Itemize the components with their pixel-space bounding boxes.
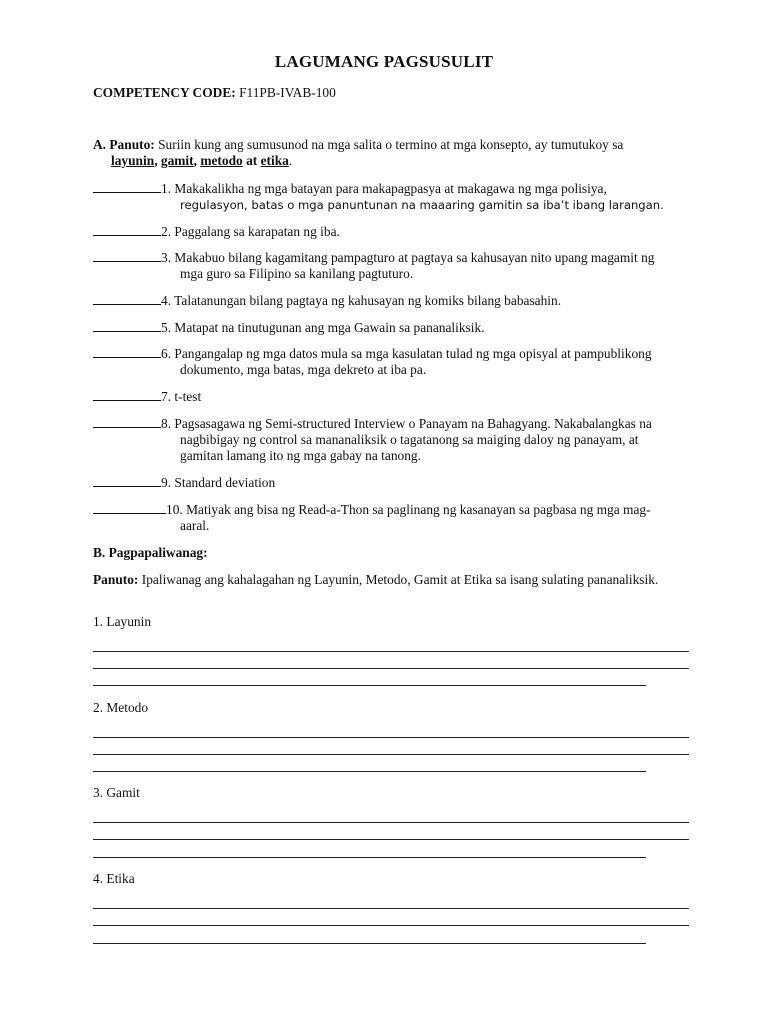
item-text-continued: mga guro sa Filipino sa kanilang pagtuturo.	[180, 266, 414, 281]
item-number: 8.	[161, 416, 172, 431]
answer-line[interactable]	[93, 771, 646, 772]
item-number: 9.	[161, 475, 172, 490]
list-item	[93, 320, 693, 336]
item-number: 4.	[161, 293, 172, 308]
section-a-text: Suriin kung ang sumusunod na mga salita o termino at mga konsepto, ay tumutukoy sa	[158, 137, 624, 152]
list-item	[93, 416, 693, 464]
item-number: 5.	[161, 320, 172, 335]
answer-blank-3[interactable]	[93, 250, 161, 262]
list-item	[93, 389, 693, 405]
item-number: 7.	[161, 389, 172, 404]
answer-line[interactable]	[93, 857, 646, 858]
term-etika: etika	[260, 153, 289, 168]
list-item	[93, 475, 693, 491]
item-number: 6.	[161, 346, 172, 361]
item-text: Paggalang sa karapatan ng iba.	[174, 224, 340, 239]
list-item	[93, 250, 693, 282]
term-period: .	[288, 153, 293, 168]
answer-line[interactable]	[93, 651, 689, 652]
competency-value: F11PB-IVAB-100	[239, 85, 336, 100]
item-text-continued: gamitan lamang ito ng mga gabay na tanong.	[180, 448, 421, 463]
item-number: 1.	[161, 181, 172, 196]
answer-blank-9[interactable]	[93, 475, 161, 487]
section-a-terms	[93, 153, 693, 169]
competency-code	[93, 85, 336, 101]
question-label-gamit: 3. Gamit	[93, 785, 140, 800]
item-number: 10.	[166, 502, 183, 517]
answer-line[interactable]	[93, 685, 646, 686]
item-text: Makakalikha ng mga batayan para makapagpasya at makagawa ng mga polisiya,	[174, 181, 607, 196]
term-conjunction: at	[242, 153, 261, 168]
item-text: Pangangalap ng mga datos mula sa mga kasulatan tulad ng mga opisyal at pampublikong	[174, 346, 652, 361]
answer-line[interactable]	[93, 839, 689, 840]
page-title: LAGUMANG PAGSUSULIT	[274, 52, 494, 71]
item-text-continued: aaral.	[180, 518, 210, 533]
item-text-continued: dokumento, mga batas, mga dekreto at iba pa.	[180, 362, 427, 377]
item-text: Makabuo bilang kagamitang pampagturo at pagtaya sa kahusayan nito upang magamit ng	[174, 250, 655, 265]
term-layunin: layunin	[111, 153, 155, 168]
section-b-heading: B. Pagpapaliwanag:	[93, 545, 208, 560]
answer-line[interactable]	[93, 668, 689, 669]
item-text: t-test	[174, 389, 202, 404]
answer-line[interactable]	[93, 754, 689, 755]
section-b-panuto-label: Panuto:	[93, 572, 139, 587]
list-item	[93, 293, 693, 309]
answer-blank-7[interactable]	[93, 389, 161, 401]
answer-blank-1[interactable]	[93, 181, 161, 193]
item-text-continued: nagbibigay ng control sa mananaliksik o tagatanong sa maiging daloy ng panayam, at	[180, 432, 639, 447]
term-separator: ,	[193, 153, 201, 168]
item-text: Standard deviation	[174, 475, 276, 490]
term-metodo: metodo	[200, 153, 243, 168]
item-text: Matapat na tinutugunan ang mga Gawain sa pananaliksik.	[174, 320, 485, 335]
answer-blank-6[interactable]	[93, 346, 161, 358]
answer-line[interactable]	[93, 925, 689, 926]
question-label-metodo: 2. Metodo	[93, 700, 149, 715]
section-b-instructions	[93, 572, 683, 588]
item-number: 3.	[161, 250, 172, 265]
question-label-etika: 4. Etika	[93, 871, 135, 886]
answer-line[interactable]	[93, 822, 689, 823]
item-text-continued: regulasyon, batas o mga panuntunan na maaaring gamitin sa iba’t ibang larangan.	[180, 198, 664, 212]
answer-blank-8[interactable]	[93, 416, 161, 428]
answer-line[interactable]	[93, 943, 646, 944]
item-number: 2.	[161, 224, 172, 239]
item-text: Matiyak ang bisa ng Read-a-Thon sa paglinang ng kasanayan sa pagbasa ng mga mag-	[186, 502, 651, 517]
list-item	[93, 224, 693, 240]
section-a-label: A. Panuto:	[93, 137, 155, 152]
competency-label: COMPETENCY CODE:	[93, 85, 236, 100]
answer-blank-10[interactable]	[93, 502, 166, 514]
term-separator: ,	[154, 153, 161, 168]
answer-blank-2[interactable]	[93, 224, 161, 236]
question-label-layunin: 1. Layunin	[93, 614, 152, 629]
answer-line[interactable]	[93, 737, 689, 738]
answer-blank-5[interactable]	[93, 320, 161, 332]
answer-blank-4[interactable]	[93, 293, 161, 305]
list-item	[93, 181, 693, 213]
section-b-panuto-text: Ipaliwanag ang kahalagahan ng Layunin, Metodo, Gamit at Etika sa isang sulating pananaliksik.	[141, 572, 659, 587]
term-gamit: gamit	[160, 153, 194, 168]
item-text: Talatanungan bilang pagtaya ng kahusayan ng komiks bilang babasahin.	[174, 293, 562, 308]
section-a-instructions	[93, 137, 693, 169]
list-item	[93, 346, 693, 378]
item-text: Pagsasagawa ng Semi-structured Interview o Panayam na Bahagyang. Nakabalangkas na	[174, 416, 652, 431]
list-item	[93, 502, 693, 534]
answer-line[interactable]	[93, 908, 689, 909]
